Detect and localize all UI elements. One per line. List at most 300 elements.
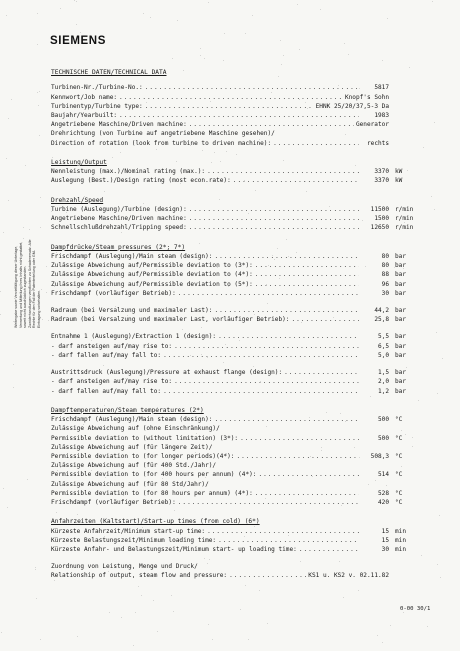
data-row <box>51 434 423 443</box>
paper-speck <box>39 135 40 136</box>
data-row <box>51 470 423 479</box>
row-unit: °C <box>395 489 403 497</box>
row-value: 30 <box>381 545 389 553</box>
row-label: Frischdampf (Auslegung)/Main steam (design): <box>51 253 213 261</box>
paper-speck <box>254 314 255 315</box>
row-label: Radraum (bei Versalzung und maximaler Last, vorläufiger Betrieb): <box>51 316 290 324</box>
paper-speck <box>60 8 61 9</box>
paper-speck <box>199 243 200 244</box>
row-value: 5,5 <box>377 333 389 341</box>
row-unit: min <box>395 527 407 535</box>
paper-speck <box>143 203 144 204</box>
leader-dots <box>255 261 359 270</box>
row-value: 30 <box>381 289 389 297</box>
paper-speck <box>37 13 38 14</box>
leader-dots <box>207 527 359 536</box>
paper-speck <box>442 358 443 359</box>
paper-speck <box>259 590 260 591</box>
paper-speck <box>91 470 92 471</box>
row-unit: bar <box>395 316 407 324</box>
paper-speck <box>359 88 360 89</box>
paper-speck <box>125 378 126 379</box>
paper-speck <box>199 320 200 321</box>
paper-speck <box>133 645 134 646</box>
row-value: 96 <box>381 280 389 288</box>
paper-speck <box>77 636 78 637</box>
row-value: EHNK 25/20/37,5-3 Da <box>315 102 389 110</box>
paper-speck <box>174 510 175 511</box>
paper-speck <box>180 183 181 184</box>
paper-speck <box>299 99 300 100</box>
paper-speck <box>278 76 279 77</box>
data-row <box>51 280 423 289</box>
paper-speck <box>109 612 110 613</box>
paper-speck <box>84 196 85 197</box>
row-value: 3370 <box>374 177 389 185</box>
row-unit: °C <box>395 452 403 460</box>
paper-speck <box>412 446 413 447</box>
paper-speck <box>240 609 241 610</box>
paper-speck <box>266 284 267 285</box>
row-value: 420 <box>377 498 389 506</box>
paper-speck <box>259 139 260 140</box>
paper-speck <box>77 514 78 515</box>
paper-speck <box>309 417 310 418</box>
row-label: - darf fallen auf/may fall to: <box>51 387 162 395</box>
paper-speck <box>248 639 249 640</box>
paper-speck <box>368 484 369 485</box>
paper-speck <box>16 251 17 252</box>
paper-speck <box>343 597 344 598</box>
data-row <box>51 93 423 102</box>
section-title-pressures: Dampfdrücke/Steam pressures (2*; 7*) <box>51 243 186 251</box>
paper-speck <box>104 536 105 537</box>
data-row <box>51 111 423 120</box>
leader-dots <box>229 571 306 580</box>
paper-speck <box>176 161 177 162</box>
row-label: Zulässige Abweichung auf/Permissible deviation to (5*): <box>51 280 253 288</box>
paper-speck <box>48 320 49 321</box>
row-unit: °C <box>395 498 403 506</box>
paper-speck <box>383 94 384 95</box>
row-value: 500 <box>377 434 389 442</box>
paper-speck <box>254 526 255 527</box>
data-row <box>51 270 423 279</box>
paper-speck <box>310 456 311 457</box>
paper-speck <box>52 157 53 158</box>
row-unit: bar <box>395 387 407 395</box>
paper-speck <box>103 365 104 366</box>
paper-speck <box>104 191 105 192</box>
paper-speck <box>219 199 220 200</box>
paper-speck <box>412 437 413 438</box>
group-radraum <box>51 306 423 324</box>
paper-speck <box>248 213 249 214</box>
row-unit: bar <box>395 271 407 279</box>
leader-dots <box>255 280 359 289</box>
paper-speck <box>306 191 307 192</box>
row-label: Radraum (bei Versalzung und maximaler Last): <box>51 307 213 315</box>
paper-speck <box>434 209 435 210</box>
paper-speck <box>80 32 81 33</box>
paper-speck <box>37 92 38 93</box>
leader-dots <box>145 102 314 111</box>
row-label: Zuordnung von Leistung, Menge und Druck/ <box>51 563 198 571</box>
group-relationship <box>51 562 423 580</box>
paper-speck <box>223 60 224 61</box>
paper-speck <box>244 536 245 537</box>
paper-speck <box>439 515 440 516</box>
paper-speck <box>280 40 281 41</box>
row-value: 1,2 <box>377 387 389 395</box>
paper-speck <box>23 227 24 228</box>
data-row <box>51 223 423 232</box>
paper-speck <box>210 101 211 102</box>
data-row <box>51 443 423 452</box>
paper-speck <box>207 563 208 564</box>
paper-speck <box>404 222 405 223</box>
row-value: 1,5 <box>377 369 389 377</box>
data-row <box>51 332 423 341</box>
paper-speck <box>120 152 121 153</box>
row-value: 1500 <box>374 215 389 223</box>
row-label: - darf fallen auf/may fall to: <box>51 351 162 359</box>
leader-dots <box>299 545 359 554</box>
leader-dots <box>174 377 359 386</box>
paper-speck <box>143 13 144 14</box>
paper-speck <box>27 479 28 480</box>
paper-speck <box>329 206 330 207</box>
row-label: Kürzeste Belastungszeit/Minimum loading time: <box>51 536 217 544</box>
paper-speck <box>365 266 366 267</box>
paper-speck <box>1 632 2 633</box>
paper-speck <box>121 617 122 618</box>
paper-speck <box>25 165 26 166</box>
row-unit: bar <box>395 307 407 315</box>
paper-speck <box>110 337 111 338</box>
paper-speck <box>240 272 241 273</box>
row-label: Zulässige Abweichung auf (für 80 Std/Jahr)/ <box>51 480 209 488</box>
paper-speck <box>299 49 300 50</box>
paper-speck <box>423 147 424 148</box>
row-label: Zulässige Abweichung auf (für 400 Std./Jahr)/ <box>51 462 217 470</box>
data-row <box>51 176 423 185</box>
paper-speck <box>406 367 407 368</box>
paper-speck <box>200 55 201 56</box>
row-value: 5817 <box>374 84 389 92</box>
paper-speck <box>200 48 201 49</box>
paper-speck <box>54 286 55 287</box>
paper-speck <box>437 564 438 565</box>
row-value: 2,0 <box>377 378 389 386</box>
paper-speck <box>279 278 280 279</box>
row-label: Zulässige Abweichung auf (ohne Einschränkung)/ <box>51 425 220 433</box>
paper-speck <box>3 232 4 233</box>
row-unit: bar <box>395 280 407 288</box>
data-row <box>51 83 423 92</box>
row-value: 44,2 <box>374 307 389 315</box>
data-row <box>51 562 423 571</box>
data-row <box>51 452 423 461</box>
paper-speck <box>162 478 163 479</box>
row-unit: bar <box>395 369 407 377</box>
paper-speck <box>196 433 197 434</box>
group-temperatures <box>51 415 423 507</box>
row-unit: bar <box>395 378 407 386</box>
row-unit: bar <box>395 262 407 270</box>
paper-speck <box>296 252 297 253</box>
paper-speck <box>345 421 346 422</box>
data-row <box>51 536 423 545</box>
paper-speck <box>202 150 203 151</box>
row-label: Angetriebene Maschine/Driven machine: <box>51 121 187 129</box>
paper-speck <box>56 252 57 253</box>
technical-data <box>51 64 423 581</box>
paper-speck <box>358 590 359 591</box>
paper-speck <box>212 639 213 640</box>
paper-speck <box>173 611 174 612</box>
paper-speck <box>226 453 227 454</box>
leader-dots <box>273 139 359 148</box>
paper-speck <box>297 4 298 5</box>
paper-speck <box>265 498 266 499</box>
paper-speck <box>177 20 178 21</box>
paper-speck <box>305 102 306 103</box>
paper-speck <box>339 561 340 562</box>
leader-dots <box>214 252 359 261</box>
leader-dots <box>214 415 359 424</box>
paper-speck <box>0 291 1 292</box>
row-value: 528 <box>377 489 389 497</box>
paper-speck <box>245 585 246 586</box>
paper-speck <box>277 248 278 249</box>
group-pressures <box>51 252 423 298</box>
leader-dots <box>291 315 359 324</box>
paper-speck <box>141 595 142 596</box>
row-value: 15 <box>381 527 389 535</box>
paper-speck <box>321 450 322 451</box>
paper-speck <box>83 424 84 425</box>
leader-dots <box>258 470 359 479</box>
data-row <box>51 102 423 111</box>
row-value: 514 <box>377 471 389 479</box>
paper-speck <box>260 381 261 382</box>
paper-speck <box>13 364 14 365</box>
leader-dots <box>233 176 359 185</box>
paper-speck <box>239 340 240 341</box>
paper-speck <box>225 344 226 345</box>
paper-speck <box>362 220 363 221</box>
siemens-logo: SIEMENS <box>50 35 106 47</box>
paper-speck <box>147 230 148 231</box>
paper-speck <box>341 505 342 506</box>
row-label: Schnellschlußdrehzahl/Tripping speed: <box>51 224 187 232</box>
data-row <box>51 545 423 554</box>
paper-speck <box>157 407 158 408</box>
row-unit: kW <box>395 168 403 176</box>
row-value: KS1 u. KS2 v. 02.11.82 <box>308 572 389 580</box>
paper-speck <box>427 626 428 627</box>
paper-speck <box>345 134 346 135</box>
paper-speck <box>172 58 173 59</box>
paper-speck <box>190 145 191 146</box>
row-value: 6,5 <box>377 342 389 350</box>
leader-dots <box>163 387 359 396</box>
paper-speck <box>236 154 237 155</box>
paper-speck <box>338 85 339 86</box>
row-unit: bar <box>395 289 407 297</box>
paper-speck <box>76 1 77 2</box>
paper-speck <box>6 158 7 159</box>
row-unit: kW <box>395 177 403 185</box>
paper-speck <box>307 108 308 109</box>
paper-speck <box>401 430 402 431</box>
paper-speck <box>252 15 253 16</box>
row-label: Turbinen-Nr./Turbine-No.: <box>51 84 143 92</box>
row-value: 508,3 <box>370 452 389 460</box>
paper-speck <box>217 267 218 268</box>
paper-speck <box>288 535 289 536</box>
data-row <box>51 306 423 315</box>
paper-speck <box>199 541 200 542</box>
data-row <box>51 205 423 214</box>
paper-speck <box>138 586 139 587</box>
leader-dots <box>178 289 359 298</box>
paper-speck <box>121 232 122 233</box>
paper-speck <box>46 292 47 293</box>
paper-speck <box>153 600 154 601</box>
data-row <box>51 415 423 424</box>
row-value: 80 <box>381 262 389 270</box>
paper-speck <box>40 639 41 640</box>
paper-speck <box>283 55 284 56</box>
data-row <box>51 351 423 360</box>
row-label: Relationship of output, steam flow and pressure: <box>51 572 228 580</box>
paper-speck <box>137 249 138 250</box>
paper-speck <box>183 70 184 71</box>
paper-speck <box>74 0 75 1</box>
paper-speck <box>29 229 30 230</box>
row-label: Nennleistung (max.)/Nominal rating (max.): <box>51 168 206 176</box>
row-unit: bar <box>395 333 407 341</box>
leader-dots <box>189 120 354 129</box>
paper-speck <box>109 466 110 467</box>
paper-speck <box>375 480 376 481</box>
paper-speck <box>41 289 42 290</box>
data-row <box>51 489 423 498</box>
paper-speck <box>348 54 349 55</box>
paper-speck <box>104 405 105 406</box>
paper-speck <box>59 457 60 458</box>
data-row <box>51 289 423 298</box>
paper-speck <box>228 286 229 287</box>
paper-speck <box>97 254 98 255</box>
leader-dots <box>218 536 359 545</box>
data-row <box>51 498 423 507</box>
paper-speck <box>394 267 395 268</box>
row-label: Entnahme 1 (Auslegung)/Extraction 1 (design): <box>51 333 217 341</box>
paper-speck <box>229 490 230 491</box>
paper-speck <box>432 1 433 2</box>
paper-speck <box>300 561 301 562</box>
data-row <box>51 368 423 377</box>
paper-speck <box>157 454 158 455</box>
leader-dots <box>255 270 359 279</box>
leader-dots <box>178 498 359 507</box>
paper-speck <box>418 400 419 401</box>
paper-speck <box>195 452 196 453</box>
leader-dots <box>214 306 359 315</box>
row-label: Austrittsdruck (Auslegung)/Pressure at exhaust flange (design): <box>51 369 283 377</box>
leader-dots <box>119 111 359 120</box>
data-row <box>51 342 423 351</box>
paper-speck <box>271 92 272 93</box>
paper-speck <box>157 631 158 632</box>
paper-speck <box>223 362 224 363</box>
paper-speck <box>13 321 14 322</box>
paper-speck <box>108 571 109 572</box>
group-general <box>51 83 423 147</box>
group-exhaust <box>51 368 423 396</box>
row-label: Permissible deviation to (for longer periods)(4*): <box>51 452 235 460</box>
paper-speck <box>35 567 36 568</box>
paper-speck <box>39 91 40 92</box>
row-label: Frischdampf (Auslegung)/Main steam (design): <box>51 416 213 424</box>
data-row <box>51 527 423 536</box>
paper-speck <box>3 488 4 489</box>
paper-speck <box>440 577 441 578</box>
paper-speck <box>112 157 113 158</box>
paper-speck <box>205 283 206 284</box>
data-row <box>51 571 423 580</box>
leader-dots <box>284 368 359 377</box>
row-unit: min <box>395 536 407 544</box>
paper-speck <box>156 269 157 270</box>
paper-speck <box>401 466 402 467</box>
section-title-startup: Anfahrzeiten (Kaltstart)/Start-up times (from cold) (6*) <box>51 518 260 526</box>
paper-speck <box>431 196 432 197</box>
row-value: 3370 <box>374 168 389 176</box>
paper-speck <box>286 239 287 240</box>
paper-speck <box>7 507 8 508</box>
paper-speck <box>11 99 12 100</box>
data-row <box>51 139 423 148</box>
paper-speck <box>403 612 404 613</box>
section-title-output: Leistung/Output <box>51 158 107 166</box>
leader-dots <box>174 342 359 351</box>
paper-speck <box>245 33 246 34</box>
data-row <box>51 167 423 176</box>
paper-speck <box>142 527 143 528</box>
paper-speck <box>244 180 245 181</box>
data-row <box>51 377 423 386</box>
paper-speck <box>421 555 422 556</box>
paper-speck <box>355 165 356 166</box>
paper-speck <box>267 623 268 624</box>
group-output <box>51 167 423 185</box>
paper-speck <box>8 118 9 119</box>
paper-speck <box>171 595 172 596</box>
paper-speck <box>76 24 77 25</box>
row-unit: r/min <box>395 224 414 232</box>
paper-speck <box>46 266 47 267</box>
paper-speck <box>0 314 1 315</box>
row-unit: min <box>395 545 407 553</box>
paper-speck <box>274 259 275 260</box>
paper-speck <box>40 197 41 198</box>
paper-speck <box>255 190 256 191</box>
paper-speck <box>190 355 191 356</box>
